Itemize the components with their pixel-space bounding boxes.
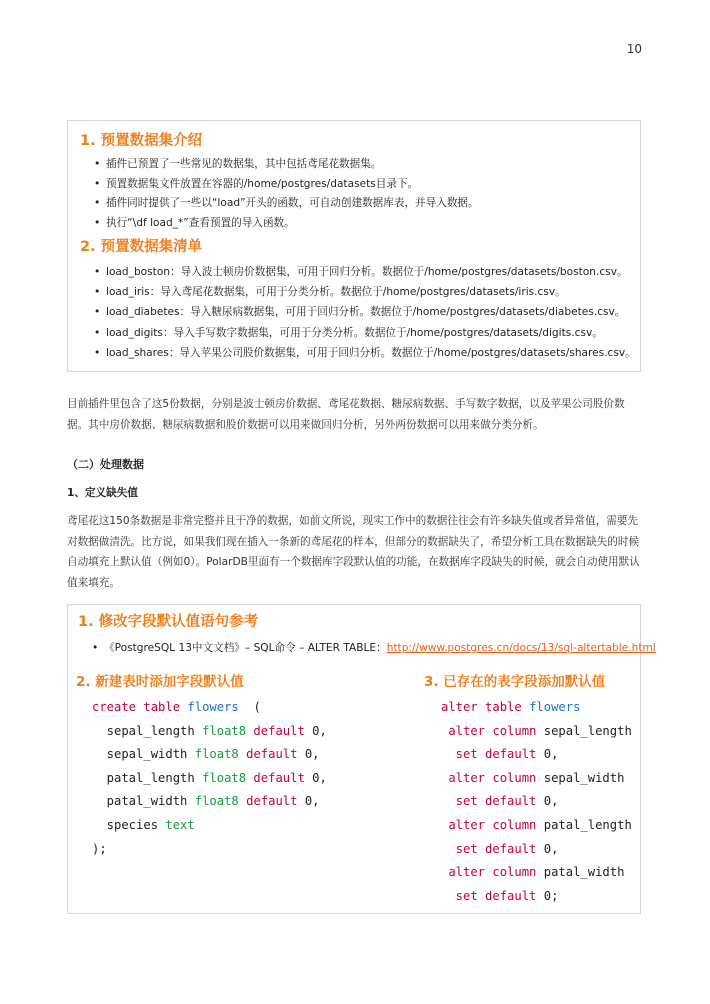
code-token: alter column — [441, 723, 544, 738]
dataset-list — [80, 262, 636, 363]
code-token: sepal_width — [92, 747, 195, 762]
dataset-list-heading: 2. 预置数据集清单 — [80, 239, 203, 255]
code-token: sepal_length — [543, 723, 632, 738]
code-line — [441, 743, 632, 767]
code-token: text — [165, 817, 195, 832]
code-token: 0; — [543, 888, 559, 903]
code-line — [92, 767, 327, 791]
code-token: float8 — [194, 747, 239, 762]
code-token: 0, — [304, 747, 320, 762]
code-token: float8 — [202, 770, 247, 785]
reference-list — [78, 638, 656, 658]
subsection-title: 1、定义缺失值 — [67, 487, 138, 499]
page-number: 10 — [626, 42, 642, 56]
code-token: flowers — [187, 700, 239, 714]
code-line — [92, 838, 327, 862]
code-line — [92, 790, 327, 814]
reference-text: 《PostgreSQL 13中文文档》– SQL命令 – ALTER TABLE： — [104, 642, 387, 654]
create-table-heading: 2. 新建表时添加字段默认值 — [76, 674, 244, 690]
code-token: 0, — [312, 723, 327, 738]
code-token: create table — [92, 700, 188, 714]
code-token: set default — [441, 888, 544, 903]
section-title: （二）处理数据 — [67, 458, 144, 471]
code-token: 0, — [543, 747, 559, 762]
code-line — [441, 838, 632, 862]
code-token: alter table — [441, 700, 530, 714]
alter-reference-heading: 1. 修改字段默认值语句参考 — [78, 614, 259, 630]
code-line — [441, 814, 632, 838]
list-item: • load_shares：导入苹果公司股价数据集，可用于回归分析。数据位于/home/postgres/datasets/shares.csv。 — [80, 343, 630, 363]
list-item: • 插件已预置了一些常见的数据集，其中包括鸢尾花数据集。 — [80, 155, 630, 175]
code-token: patal_length — [543, 817, 632, 832]
code-token: 0, — [543, 794, 559, 809]
code-token: ); — [92, 841, 107, 856]
code-token: alter column — [441, 817, 544, 832]
body-paragraph-missing-values: 鸢尾花这150条数据是非常完整并且干净的数据，如前文所说，现实工作中的数据往往会有许多缺失值或者异常值，需要先对数据做清洗。比方说，如果我们现在插入一条新的鸢尾花的样本，但部分的数据缺失了，希望分析工具在数据缺失的时候自动填充上默认值（例如0）。PolarDB里面有一个数据库字段默认值的功能，在数据库字段缺失的时候，就会自动使用默认值来填充。 — [67, 515, 640, 589]
code-line — [92, 720, 327, 744]
create-table-code — [92, 696, 327, 861]
code-token: set default — [441, 747, 544, 762]
code-token: patal_length — [92, 770, 203, 785]
code-line — [92, 743, 327, 767]
code-token: default — [246, 723, 313, 738]
code-token: float8 — [202, 723, 247, 738]
alter-table-heading: 3. 已存在的表字段添加默认值 — [424, 674, 606, 690]
list-item: • load_iris：导入鸢尾花数据集，可用于分类分析。数据位于/home/postgres/datasets/iris.csv。 — [80, 282, 630, 302]
code-token: sepal_length — [92, 723, 203, 738]
code-token: alter column — [441, 770, 544, 785]
code-token: patal_width — [543, 865, 625, 880]
list-item: • load_digits：导入手写数字数据集，可用于分类分析。数据位于/home/postgres/datasets/digits.csv。 — [80, 323, 630, 343]
code-token: 0, — [543, 841, 559, 856]
reference-link[interactable]: http://www.postgres.cn/docs/13/sql-altertable.html — [386, 642, 656, 654]
code-token: set default — [441, 841, 544, 856]
code-token: set default — [441, 794, 544, 809]
code-token: default — [246, 770, 313, 785]
code-token: default — [238, 747, 305, 762]
code-line — [441, 767, 632, 791]
list-item: • 插件同时提供了一些以“load”开头的函数，可自动创建数据库表，并导入数据。 — [80, 194, 630, 214]
code-token: default — [238, 794, 305, 809]
code-token: flowers — [529, 700, 581, 714]
list-item: • 执行“\df load_*”查看预置的导入函数。 — [80, 214, 630, 234]
list-item — [78, 638, 656, 658]
code-token: sepal_width — [543, 770, 625, 785]
dataset-intro-list — [80, 155, 630, 233]
code-token: ( — [238, 700, 261, 714]
dataset-intro-heading: 1. 预置数据集介绍 — [80, 133, 203, 149]
code-line — [92, 814, 327, 838]
alter-table-code — [441, 696, 632, 908]
body-paragraph-datasets: 目前插件里包含了这5份数据，分别是波士顿房价数据、鸢尾花数据、糖尿病数据、手写数字数据，以及苹果公司股价数据。其中房价数据、糖尿病数据和股价数据可以用来做回归分析，另外两份数据可以用来做分类分析。 — [67, 398, 625, 431]
code-token: 0, — [312, 770, 327, 785]
code-line — [92, 696, 327, 720]
list-item: • load_diabetes：导入糖尿病数据集，可用于回归分析。数据位于/home/postgres/datasets/diabetes.csv。 — [80, 302, 630, 322]
code-token: patal_width — [92, 794, 195, 809]
code-token: alter column — [441, 865, 544, 880]
preset-datasets-box — [67, 120, 641, 372]
code-line — [441, 790, 632, 814]
code-token: float8 — [194, 794, 239, 809]
code-line — [441, 720, 632, 744]
code-line — [441, 885, 632, 909]
code-line — [441, 696, 632, 720]
code-line — [441, 861, 632, 885]
list-item: • load_boston：导入波士顿房价数据集，可用于回归分析。数据位于/home/postgres/datasets/boston.csv。 — [80, 262, 630, 282]
code-token: 0, — [304, 794, 320, 809]
code-token: species — [92, 817, 166, 832]
list-item: • 预置数据集文件放置在容器的/home/postgres/datasets目录下。 — [80, 175, 630, 195]
